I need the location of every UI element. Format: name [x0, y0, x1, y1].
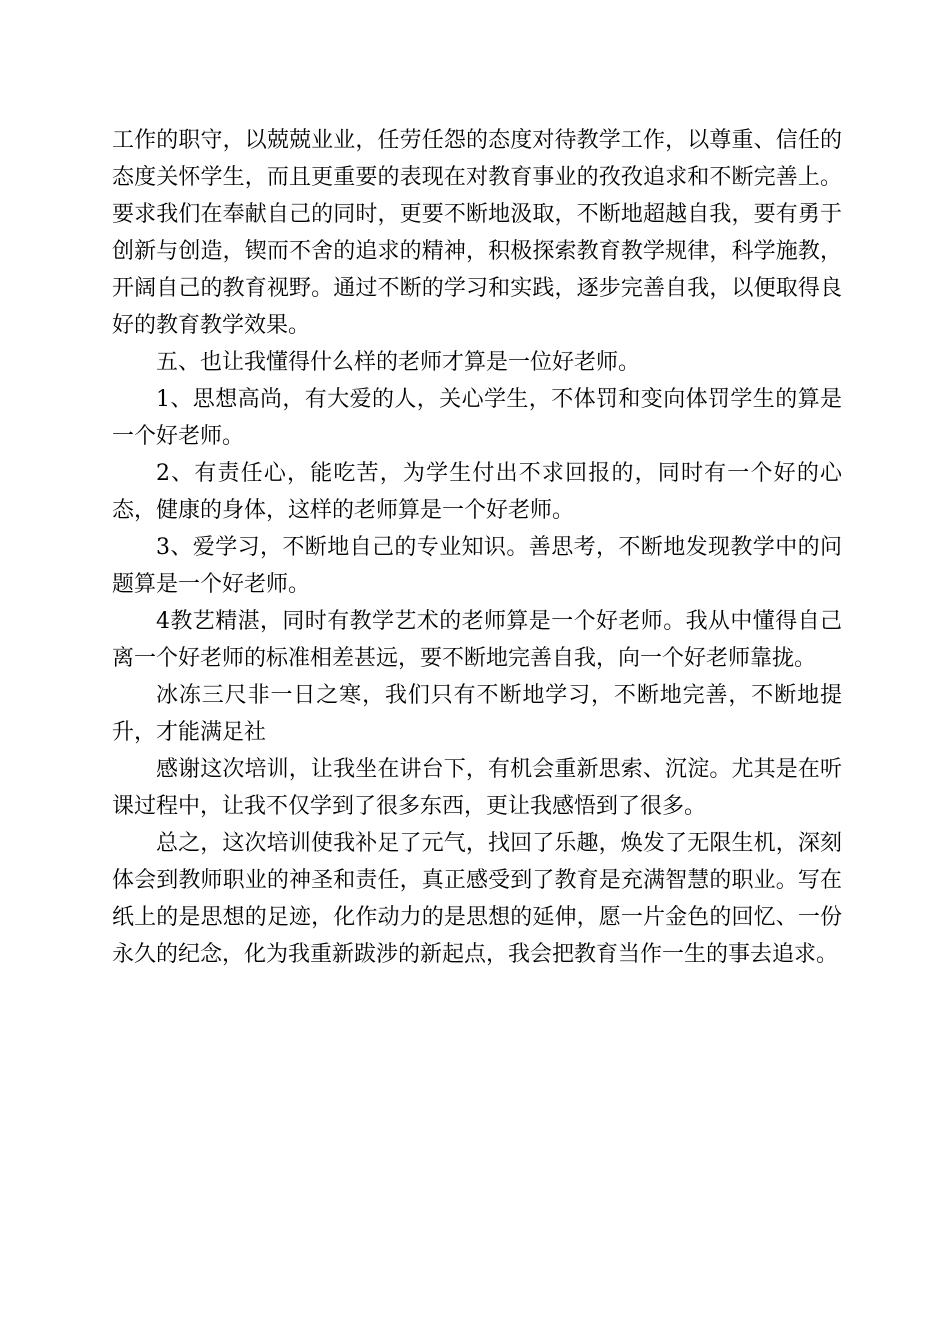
paragraph-proverb: 冰冻三尺非一日之寒，我们只有不断地学习，不断地完善，不断地提升，才能满足社	[112, 683, 842, 745]
paragraph-item-4: 4教艺精湛，同时有教学艺术的老师算是一个好老师。我从中懂得自己离一个好老师的标准相差甚远，要不断地完善自我，向一个好老师靠拢。	[112, 609, 842, 671]
paragraph-continuation: 工作的职守，以兢兢业业，任劳任怨的态度对待教学工作，以尊重、信任的态度关怀学生，而且更重要的表现在对教育事业的孜孜追求和不断完善上。要求我们在奉献自己的同时，更要不断地汲取，不断地超越自我，要有勇于创新与创造，锲而不舍的追求的精神，积极探索教育教学规律，科学施教，开阔自己的教育视野。通过不断的学习和实践，逐步完善自我，以便取得良好的教育教学效果。	[112, 128, 842, 338]
paragraph-item-3: 3、爱学习，不断地自己的专业知识。善思考，不断地发现教学中的问题算是一个好老师。	[112, 535, 842, 597]
paragraph-conclusion: 总之，这次培训使我补足了元气，找回了乐趣，焕发了无限生机，深刻体会到教师职业的神圣和责任，真正感受到了教育是充满智慧的职业。写在纸上的是思想的足迹，化作动力的是思想的延伸，愿一片金色的回忆、一份永久的纪念，化为我重新跋涉的新起点，我会把教育当作一生的事去追求。	[112, 831, 842, 967]
paragraph-item-2: 2、有责任心，能吃苦，为学生付出不求回报的，同时有一个好的心态，健康的身体，这样的老师算是一个好老师。	[112, 461, 842, 523]
paragraph-section-five-heading: 五、也让我懂得什么样的老师才算是一位好老师。	[156, 350, 641, 375]
paragraph-thanks: 感谢这次培训，让我坐在讲台下，有机会重新思索、沉淀。尤其是在听课过程中，让我不仅学到了很多东西，更让我感悟到了很多。	[112, 757, 842, 819]
paragraph-item-1: 1、思想高尚，有大爱的人，关心学生，不体罚和变向体罚学生的算是一个好老师。	[112, 387, 842, 449]
document-body	[112, 122, 842, 973]
